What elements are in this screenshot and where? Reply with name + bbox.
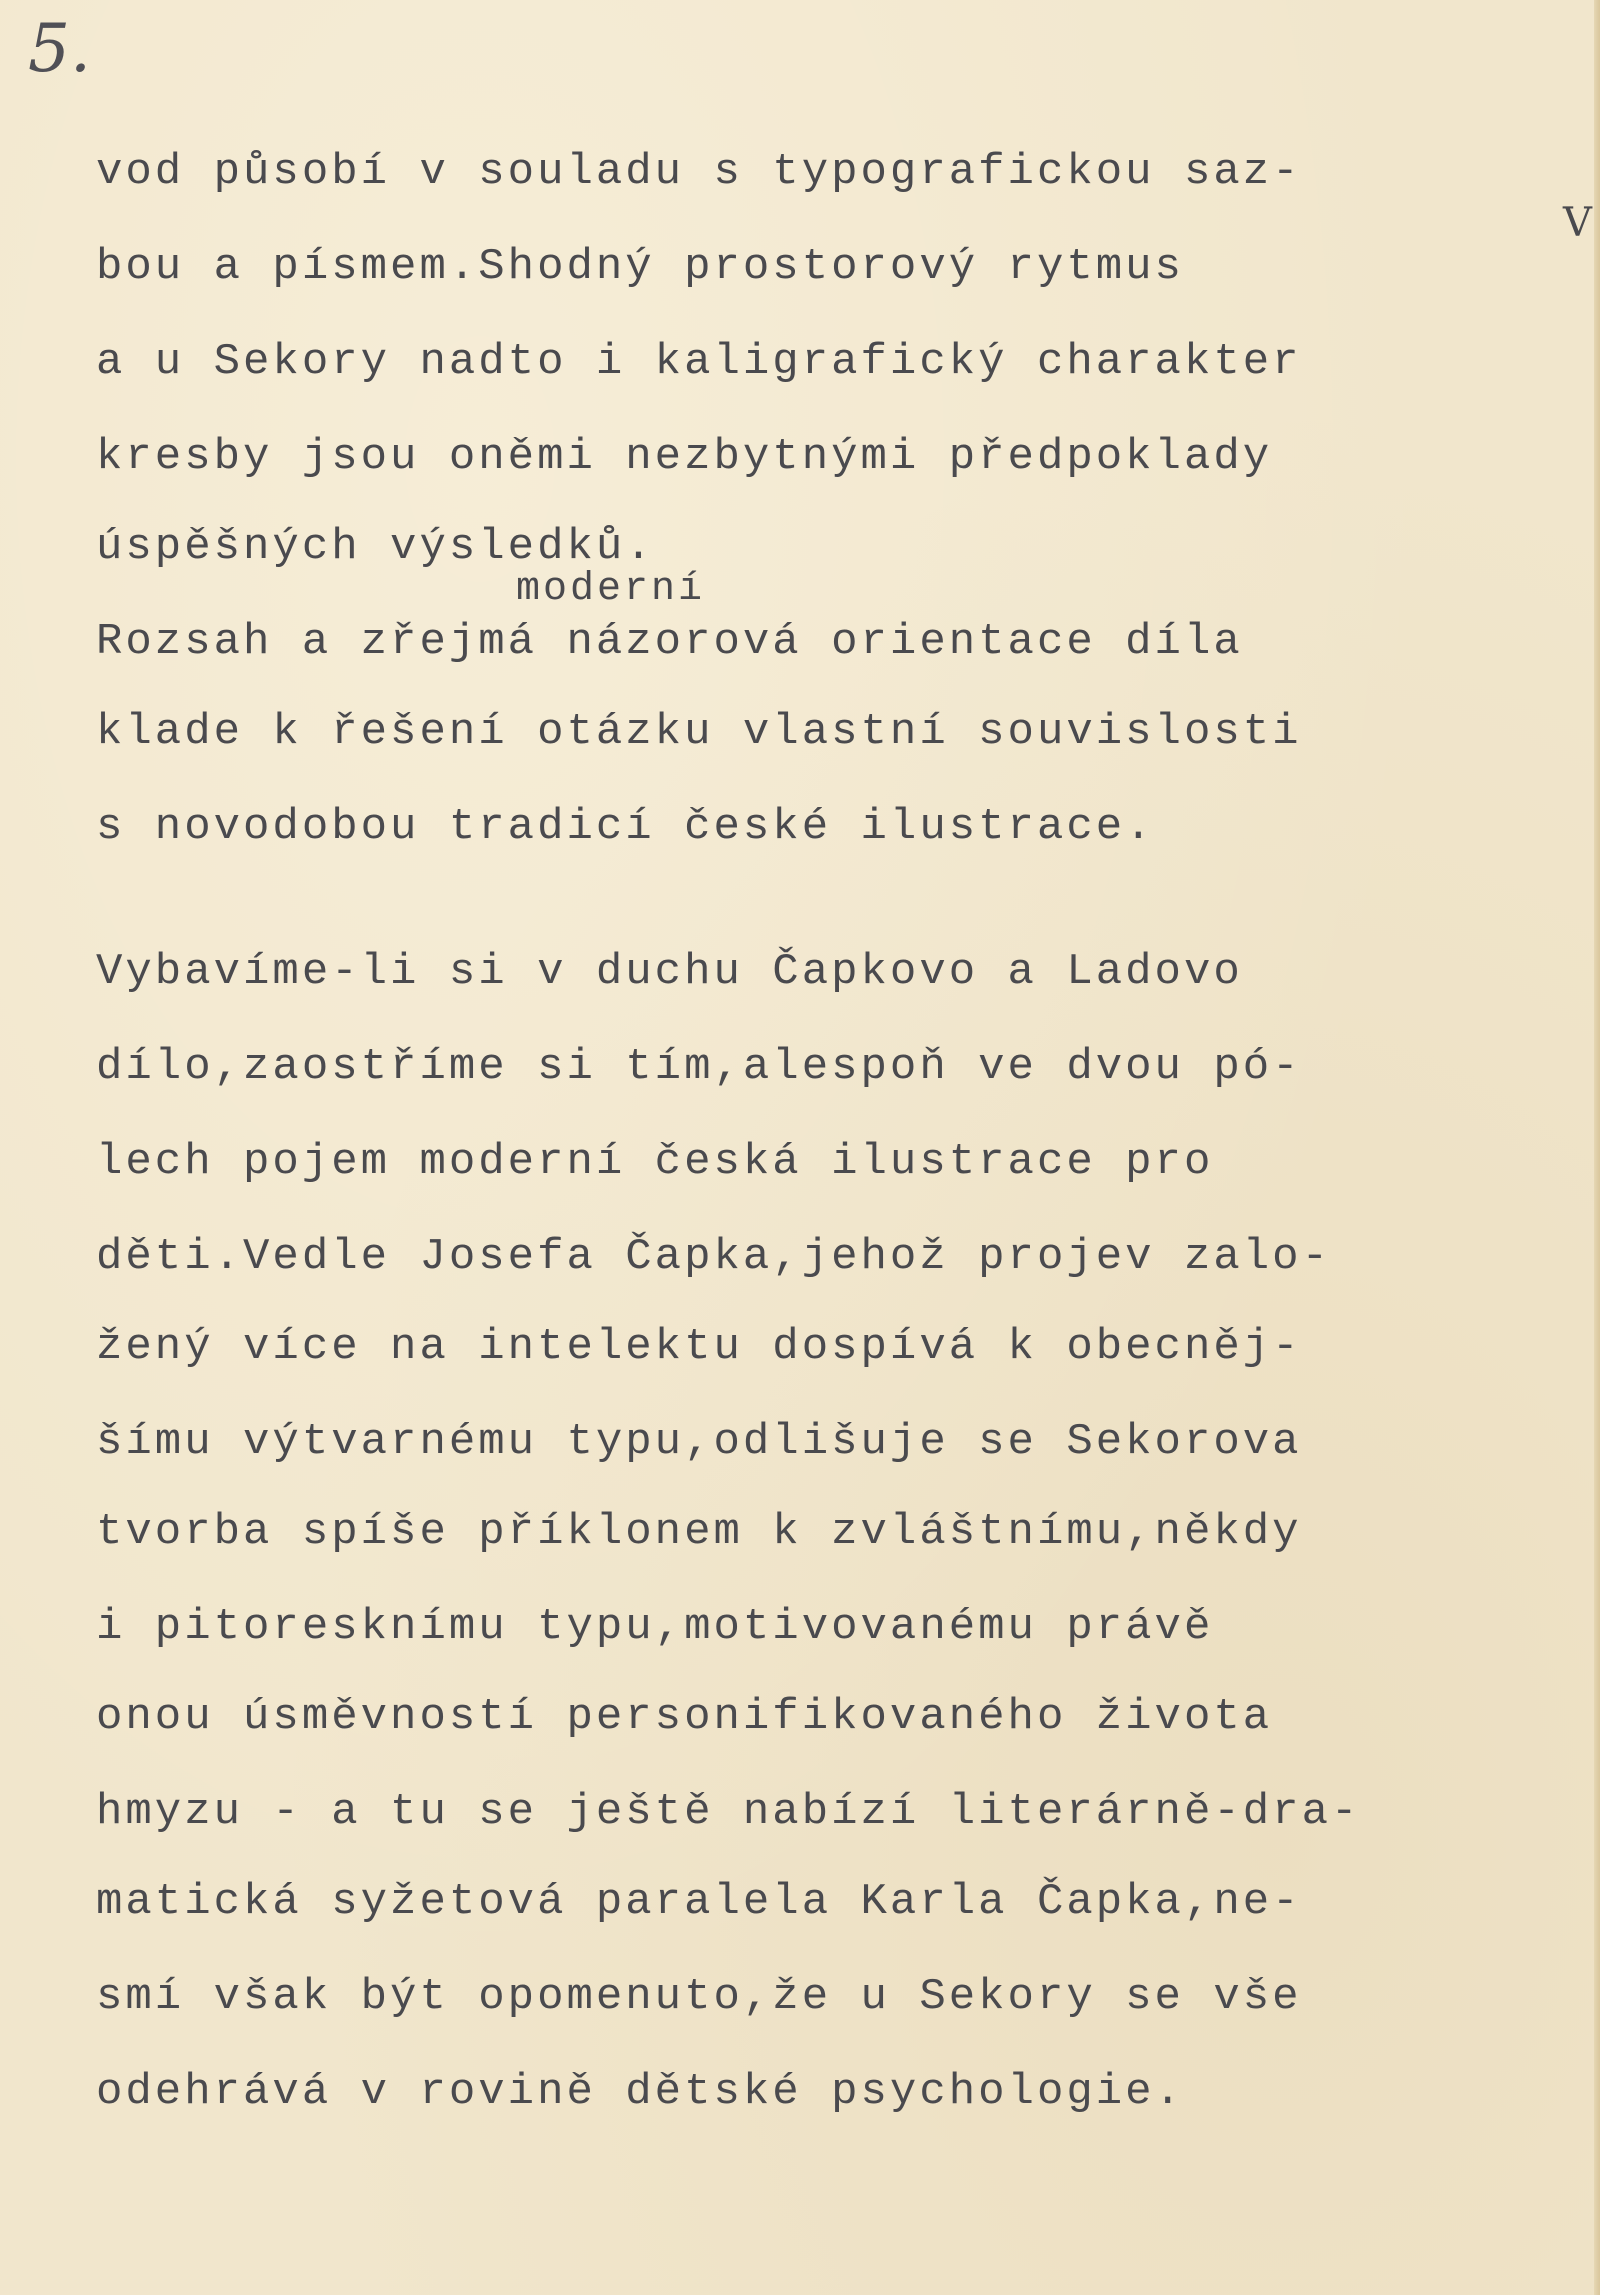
text-line: kresby jsou oněmi nezbytnými předpoklady <box>96 432 1273 482</box>
text-line: smí však být opomenuto,že u Sekory se vše <box>96 1972 1302 2022</box>
text-line: odehrává v rovině dětské psychologie. <box>96 2067 1184 2117</box>
text-line: úspěšných výsledků. <box>96 522 655 572</box>
inserted-word: moderní <box>516 567 706 612</box>
text-line: vod působí v souladu s typografickou saz- <box>96 147 1302 197</box>
text-line: šímu výtvarnému typu,odlišuje se Sekorova <box>96 1417 1302 1467</box>
text-line: onou úsměvností personifikovaného života <box>96 1692 1273 1742</box>
text-line: a u Sekory nadto i kaligrafický charakter <box>96 337 1302 387</box>
text-line: s novodobou tradicí české ilustrace. <box>96 802 1155 852</box>
text-line: hmyzu - a tu se ještě nabízí literárně-dra- <box>96 1787 1361 1837</box>
text-line: Rozsah a zřejmá názorová orientace díla <box>96 617 1243 667</box>
margin-mark: V <box>1563 200 1592 246</box>
text-line: děti.Vedle Josefa Čapka,jehož projev zalo- <box>96 1232 1331 1282</box>
text-line: žený více na intelektu dospívá k obecněj- <box>96 1322 1302 1372</box>
text-line: matická syžetová paralela Karla Čapka,ne- <box>96 1877 1302 1927</box>
paper-edge <box>1594 0 1600 2295</box>
text-line: Vybavíme-li si v duchu Čapkovo a Ladovo <box>96 947 1243 997</box>
text-line: lech pojem moderní česká ilustrace pro <box>96 1137 1214 1187</box>
page-number: 5. <box>28 10 91 87</box>
text-line: i pitoresknímu typu,motivovanému právě <box>96 1602 1214 1652</box>
text-line: klade k řešení otázku vlastní souvislosti <box>96 707 1302 757</box>
text-line: dílo,zaostříme si tím,alespoň ve dvou pó- <box>96 1042 1302 1092</box>
text-line: bou a písmem.Shodný prostorový rytmus <box>96 242 1184 292</box>
text-line: tvorba spíše příklonem k zvláštnímu,někdy <box>96 1507 1302 1557</box>
